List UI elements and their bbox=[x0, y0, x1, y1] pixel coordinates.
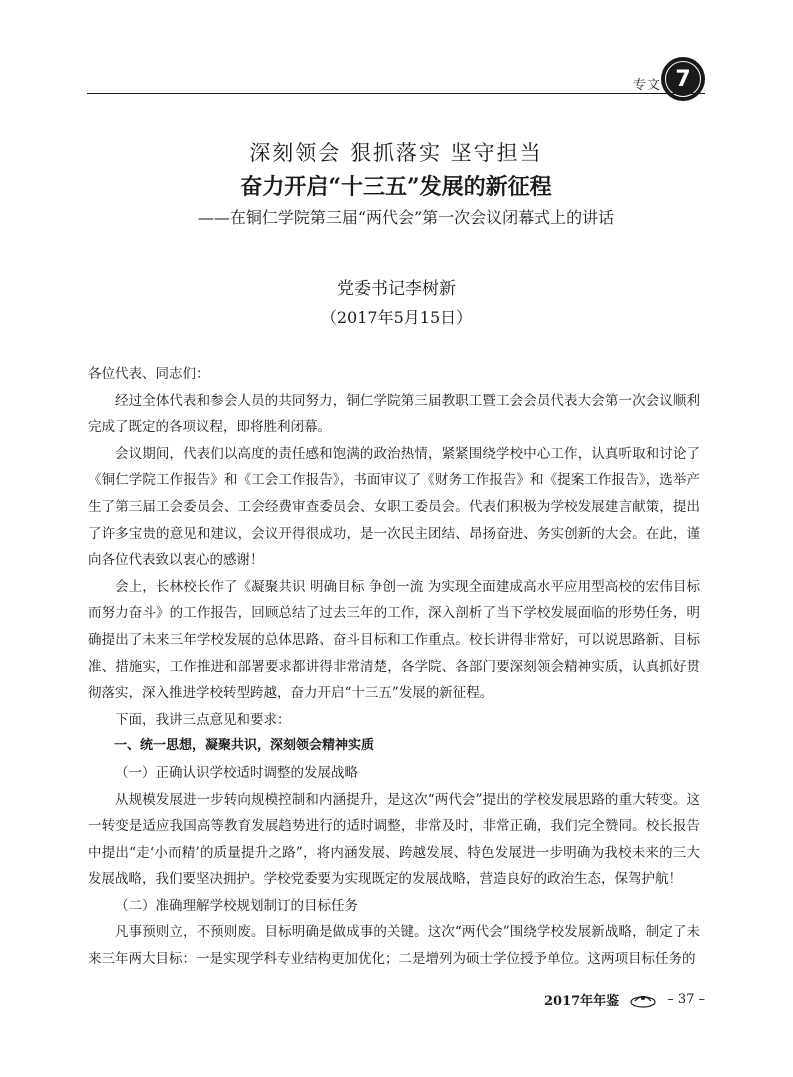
salutation: 各位代表、同志们： bbox=[88, 366, 210, 382]
subsection-heading: （一）正确认识学校适时调整的发展战略 bbox=[115, 764, 358, 781]
logo-letter: 7 bbox=[675, 66, 691, 92]
subsection-heading: （二）准确理解学校规划制订的目标任务 bbox=[115, 897, 358, 914]
university-logo bbox=[661, 57, 705, 101]
title-block bbox=[87, 136, 705, 232]
author: 党委书记李树新 bbox=[337, 279, 456, 299]
logo-ring-icon bbox=[665, 61, 701, 97]
body-text bbox=[88, 361, 700, 973]
yearbook-label: 2017年年鉴 bbox=[544, 994, 620, 1009]
title-line-2: 奋力开启“十三五”发展的新征程 bbox=[240, 174, 552, 200]
paragraph: 经过全体代表和参会人员的共同努力，铜仁学院第三届教职工暨工会会员代表大会第一次会议顺利完成了既定的各项议程，即将胜利闭幕。 bbox=[88, 392, 700, 436]
page-number: – 37 – bbox=[667, 992, 705, 1007]
title-line-1: 深刻领会 狠抓落实 坚守担当 bbox=[249, 141, 543, 165]
date: （2017年5月15日） bbox=[320, 308, 473, 327]
paragraph: 凡事预则立，不预则废。目标明确是做成事的关键。这次“两代会”围绕学校发展新战略，制定了未来三年两大目标：一是实现学科专业结构更加优化；二是增列为硕士学位授予单位。这两项目标任务的 bbox=[88, 924, 700, 968]
title-line-3: ——在铜仁学院第三届“两代会”第一次会议闭幕式上的讲话 bbox=[197, 208, 615, 227]
paragraph: 会上，长林校长作了《凝聚共识 明确目标 争创一流 为实现全面建成高水平应用型高校的宏伟目标而努力奋斗》的工作报告，回顾总结了过去三年的工作，深入剖析了当下学校发展面临的形势任务，明确提出了未来三年学校发展的总体思路、奋斗目标和工作重点。校长讲得非常好，可以说思路新、目标准、措施实，工作推进和部署要求都讲得非常清楚，各学院、各部门要深刻领会精神实质，认真抓好贯彻落实，深入推进学校转型跨越，奋力开启“十三五”发展的新征程。 bbox=[88, 578, 700, 702]
paragraph: 从规模发展进一步转向规模控制和内涵提升，是这次“两代会”提出的学校发展思路的重大转变。这一转变是适应我国高等教育发展趋势进行的适时调整，非常及时，非常正确，我们完全赞同。校长报告中提出“走‘小而精’的质量提升之路”，将内涵发展、跨越发展、特色发展进一步明确为我校未来的三大发展战略，我们要坚决拥护。学校党委要为实现既定的发展战略，营造良好的政治生态，保驾护航！ bbox=[88, 791, 700, 888]
header-section-label: 专文 bbox=[632, 78, 661, 93]
yearbook-emblem-icon bbox=[629, 991, 657, 1009]
paragraph: 下面，我讲三点意见和要求： bbox=[115, 711, 291, 728]
footer bbox=[544, 990, 705, 1009]
section-heading: 一、统一思想，凝聚共识，深刻领会精神实质 bbox=[114, 738, 375, 754]
header-rule bbox=[87, 93, 705, 94]
paragraph: 会议期间，代表们以高度的责任感和饱满的政治热情，紧紧围绕学校中心工作，认真听取和讨论了《铜仁学院工作报告》和《工会工作报告》，书面审议了《财务工作报告》和《提案工作报告》，选举产生了第三届工会委员会、工会经费审查委员会、女职工委员会。代表们积极为学校发展建言献策，提出了许多宝贵的意见和建议，会议开得很成功，是一次民主团结、昂扬奋进、务实创新的大会。在此，谨向各位代表致以衷心的感谢！ bbox=[88, 445, 700, 569]
